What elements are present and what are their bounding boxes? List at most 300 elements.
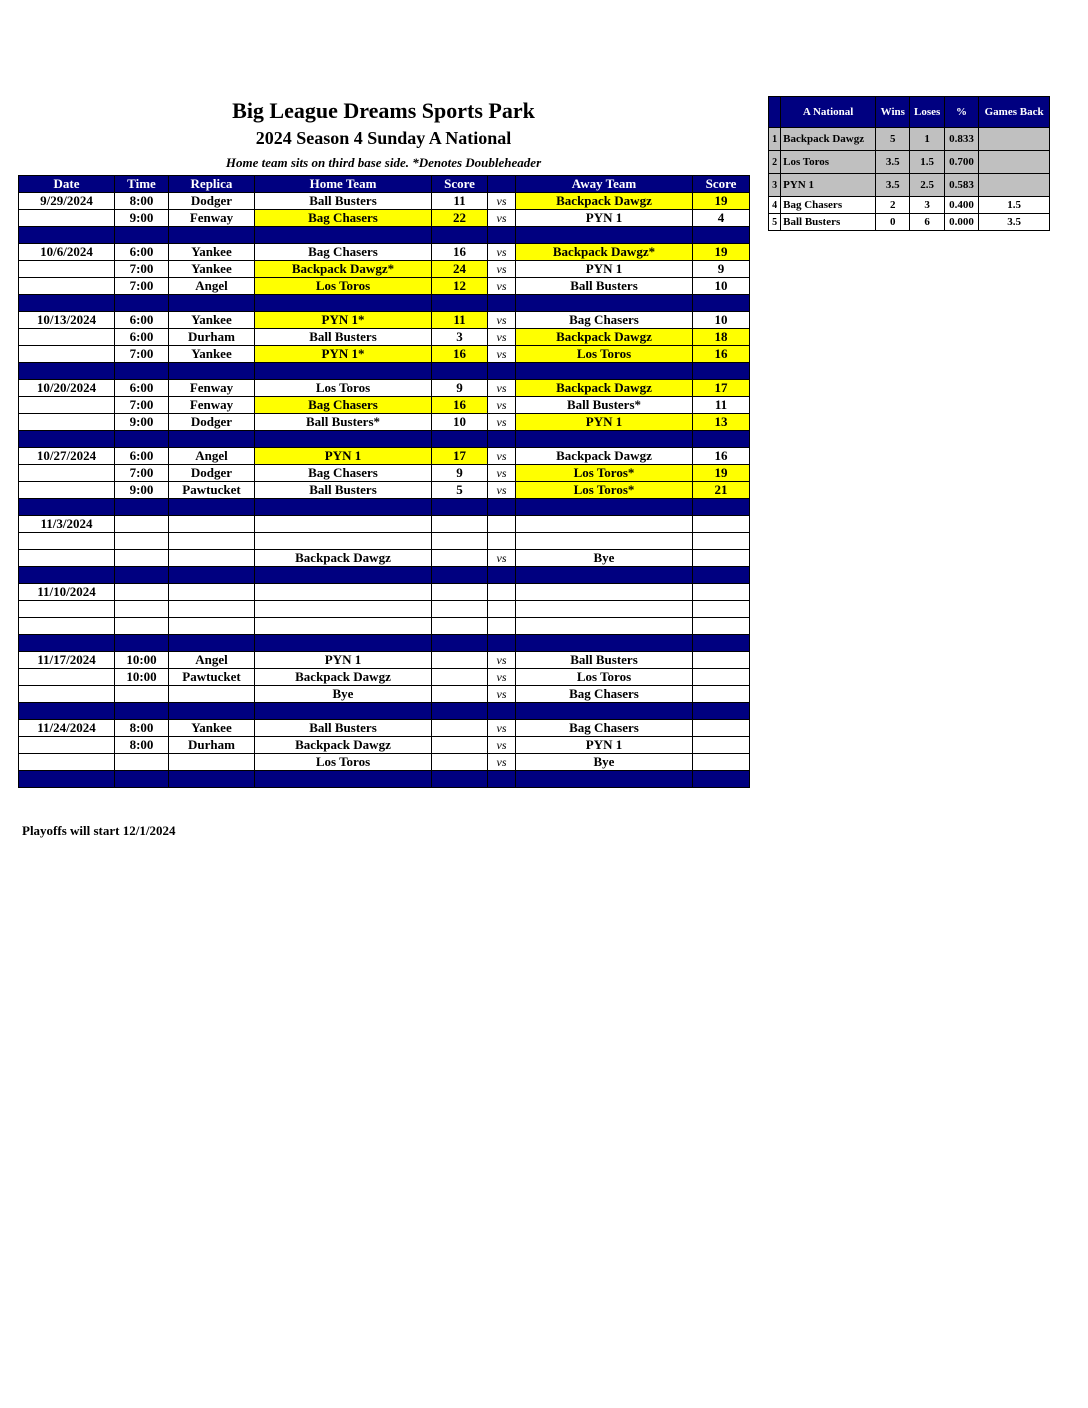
standings-wins: 2 bbox=[876, 197, 910, 214]
standings-wins: 0 bbox=[876, 214, 910, 231]
home-score bbox=[432, 720, 488, 737]
schedule-header-row bbox=[19, 176, 750, 193]
game-replica: Yankee bbox=[169, 720, 255, 737]
game-time: 6:00 bbox=[115, 312, 169, 329]
home-team bbox=[255, 584, 432, 601]
away-score: 11 bbox=[693, 397, 750, 414]
home-team: Backpack Dawgz* bbox=[255, 261, 432, 278]
standings-rank: 5 bbox=[769, 214, 781, 231]
vs-label bbox=[488, 533, 516, 550]
home-team: Backpack Dawgz bbox=[255, 550, 432, 567]
game-time: 8:00 bbox=[115, 720, 169, 737]
home-team bbox=[255, 533, 432, 550]
standings-wins: 3.5 bbox=[876, 151, 910, 174]
game-date: 11/3/2024 bbox=[19, 516, 115, 533]
game-date bbox=[19, 618, 115, 635]
game-date bbox=[19, 261, 115, 278]
game-replica: Fenway bbox=[169, 210, 255, 227]
col-vs bbox=[488, 176, 516, 193]
game-date: 10/13/2024 bbox=[19, 312, 115, 329]
game-time: 6:00 bbox=[115, 380, 169, 397]
separator-cell bbox=[169, 295, 255, 312]
away-score bbox=[693, 754, 750, 771]
vs-label: vs bbox=[488, 261, 516, 278]
standings-pct: 0.400 bbox=[944, 197, 978, 214]
home-score: 16 bbox=[432, 244, 488, 261]
home-team: Ball Busters* bbox=[255, 414, 432, 431]
home-team: PYN 1* bbox=[255, 346, 432, 363]
away-team bbox=[516, 584, 693, 601]
game-date: 10/20/2024 bbox=[19, 380, 115, 397]
home-team: Bag Chasers bbox=[255, 244, 432, 261]
separator-cell bbox=[19, 295, 115, 312]
away-team: Backpack Dawgz bbox=[516, 448, 693, 465]
week-separator bbox=[19, 635, 750, 652]
away-team bbox=[516, 618, 693, 635]
away-team bbox=[516, 516, 693, 533]
game-replica: Yankee bbox=[169, 312, 255, 329]
col-away-score: Score bbox=[693, 176, 750, 193]
game-time bbox=[115, 584, 169, 601]
game-row bbox=[19, 329, 750, 346]
home-team: PYN 1 bbox=[255, 652, 432, 669]
away-score: 16 bbox=[693, 346, 750, 363]
away-score: 4 bbox=[693, 210, 750, 227]
away-score bbox=[693, 669, 750, 686]
col-replica: Replica bbox=[169, 176, 255, 193]
separator-cell bbox=[488, 499, 516, 516]
away-team: Backpack Dawgz bbox=[516, 193, 693, 210]
separator-cell bbox=[516, 771, 693, 788]
standings-loses: 1.5 bbox=[910, 151, 944, 174]
standings-row bbox=[769, 151, 1050, 174]
game-row bbox=[19, 244, 750, 261]
standings-table bbox=[768, 96, 1050, 231]
col-date: Date bbox=[19, 176, 115, 193]
schedule-body bbox=[19, 193, 750, 788]
away-score bbox=[693, 601, 750, 618]
separator-cell bbox=[255, 703, 432, 720]
home-score: 16 bbox=[432, 397, 488, 414]
game-time bbox=[115, 618, 169, 635]
game-date bbox=[19, 550, 115, 567]
game-row bbox=[19, 669, 750, 686]
away-team: PYN 1 bbox=[516, 737, 693, 754]
home-team: Bye bbox=[255, 686, 432, 703]
game-row bbox=[19, 210, 750, 227]
away-score bbox=[693, 686, 750, 703]
away-team bbox=[516, 533, 693, 550]
standings-games-back: 3.5 bbox=[979, 214, 1050, 231]
home-score bbox=[432, 601, 488, 618]
standings-games-back: 1.5 bbox=[979, 197, 1050, 214]
game-row bbox=[19, 737, 750, 754]
game-row bbox=[19, 618, 750, 635]
home-team: Los Toros bbox=[255, 278, 432, 295]
week-separator bbox=[19, 771, 750, 788]
game-time: 7:00 bbox=[115, 397, 169, 414]
away-team: Los Toros bbox=[516, 669, 693, 686]
game-time bbox=[115, 516, 169, 533]
home-team: Bag Chasers bbox=[255, 210, 432, 227]
game-replica bbox=[169, 686, 255, 703]
vs-label: vs bbox=[488, 397, 516, 414]
vs-label: vs bbox=[488, 210, 516, 227]
game-row bbox=[19, 380, 750, 397]
separator-cell bbox=[115, 771, 169, 788]
standings-rank: 2 bbox=[769, 151, 781, 174]
game-date bbox=[19, 210, 115, 227]
standings-rank: 4 bbox=[769, 197, 781, 214]
away-score: 19 bbox=[693, 244, 750, 261]
standings-team: Bag Chasers bbox=[781, 197, 876, 214]
game-date bbox=[19, 754, 115, 771]
separator-cell bbox=[255, 635, 432, 652]
standings-col-pct: % bbox=[944, 97, 978, 128]
away-score bbox=[693, 720, 750, 737]
game-date bbox=[19, 669, 115, 686]
standings-pct: 0.000 bbox=[944, 214, 978, 231]
standings-team: Ball Busters bbox=[781, 214, 876, 231]
home-team: Backpack Dawgz bbox=[255, 737, 432, 754]
game-date: 10/27/2024 bbox=[19, 448, 115, 465]
game-time: 7:00 bbox=[115, 465, 169, 482]
standings-row bbox=[769, 174, 1050, 197]
game-replica: Durham bbox=[169, 329, 255, 346]
game-replica: Fenway bbox=[169, 380, 255, 397]
separator-cell bbox=[255, 499, 432, 516]
away-team: Bye bbox=[516, 550, 693, 567]
separator-cell bbox=[169, 771, 255, 788]
separator-cell bbox=[432, 635, 488, 652]
away-score: 17 bbox=[693, 380, 750, 397]
away-team: Bag Chasers bbox=[516, 686, 693, 703]
away-team: Backpack Dawgz* bbox=[516, 244, 693, 261]
separator-cell bbox=[169, 635, 255, 652]
standings-games-back bbox=[979, 151, 1050, 174]
home-score: 24 bbox=[432, 261, 488, 278]
home-score bbox=[432, 652, 488, 669]
separator-cell bbox=[115, 431, 169, 448]
game-time: 7:00 bbox=[115, 278, 169, 295]
col-away-team: Away Team bbox=[516, 176, 693, 193]
separator-cell bbox=[19, 771, 115, 788]
game-date bbox=[19, 482, 115, 499]
separator-cell bbox=[432, 771, 488, 788]
separator-cell bbox=[255, 567, 432, 584]
separator-cell bbox=[516, 227, 693, 244]
home-team: Los Toros bbox=[255, 380, 432, 397]
game-replica: Dodger bbox=[169, 414, 255, 431]
standings-col-wins: Wins bbox=[876, 97, 910, 128]
away-score bbox=[693, 737, 750, 754]
standings-team: PYN 1 bbox=[781, 174, 876, 197]
game-row bbox=[19, 482, 750, 499]
game-replica: Angel bbox=[169, 278, 255, 295]
separator-cell bbox=[488, 227, 516, 244]
game-row bbox=[19, 346, 750, 363]
game-time: 6:00 bbox=[115, 244, 169, 261]
separator-cell bbox=[169, 431, 255, 448]
separator-cell bbox=[516, 703, 693, 720]
separator-cell bbox=[693, 703, 750, 720]
game-replica bbox=[169, 754, 255, 771]
vs-label: vs bbox=[488, 737, 516, 754]
separator-cell bbox=[693, 635, 750, 652]
separator-cell bbox=[516, 635, 693, 652]
game-time: 8:00 bbox=[115, 193, 169, 210]
away-team: Los Toros bbox=[516, 346, 693, 363]
vs-label: vs bbox=[488, 278, 516, 295]
home-team: PYN 1 bbox=[255, 448, 432, 465]
vs-label: vs bbox=[488, 652, 516, 669]
standings-row bbox=[769, 197, 1050, 214]
game-row bbox=[19, 448, 750, 465]
game-time: 6:00 bbox=[115, 448, 169, 465]
header-note: Home team sits on third base side. *Denotes Doubleheader bbox=[225, 155, 542, 170]
game-time: 8:00 bbox=[115, 737, 169, 754]
separator-cell bbox=[432, 499, 488, 516]
separator-cell bbox=[516, 431, 693, 448]
vs-label: vs bbox=[488, 346, 516, 363]
vs-label: vs bbox=[488, 193, 516, 210]
home-score bbox=[432, 533, 488, 550]
game-date bbox=[19, 329, 115, 346]
away-score: 18 bbox=[693, 329, 750, 346]
away-score bbox=[693, 516, 750, 533]
standings-wins: 5 bbox=[876, 128, 910, 151]
home-team: Los Toros bbox=[255, 754, 432, 771]
home-score: 9 bbox=[432, 380, 488, 397]
vs-label: vs bbox=[488, 448, 516, 465]
game-row bbox=[19, 550, 750, 567]
game-time: 9:00 bbox=[115, 210, 169, 227]
game-time bbox=[115, 533, 169, 550]
game-time: 6:00 bbox=[115, 329, 169, 346]
vs-label: vs bbox=[488, 686, 516, 703]
away-team: PYN 1 bbox=[516, 414, 693, 431]
home-score bbox=[432, 618, 488, 635]
home-score bbox=[432, 550, 488, 567]
standings-col-rank bbox=[769, 97, 781, 128]
standings-games-back bbox=[979, 128, 1050, 151]
separator-cell bbox=[115, 567, 169, 584]
separator-cell bbox=[516, 295, 693, 312]
home-score bbox=[432, 754, 488, 771]
separator-cell bbox=[693, 771, 750, 788]
separator-cell bbox=[516, 499, 693, 516]
vs-label: vs bbox=[488, 550, 516, 567]
home-score: 17 bbox=[432, 448, 488, 465]
vs-label: vs bbox=[488, 244, 516, 261]
vs-label: vs bbox=[488, 380, 516, 397]
separator-cell bbox=[255, 227, 432, 244]
separator-cell bbox=[432, 567, 488, 584]
away-score bbox=[693, 652, 750, 669]
standings-team: Los Toros bbox=[781, 151, 876, 174]
standings-loses: 6 bbox=[910, 214, 944, 231]
home-score bbox=[432, 737, 488, 754]
vs-label bbox=[488, 601, 516, 618]
vs-label: vs bbox=[488, 414, 516, 431]
col-time: Time bbox=[115, 176, 169, 193]
col-home-team: Home Team bbox=[255, 176, 432, 193]
away-team: Bag Chasers bbox=[516, 720, 693, 737]
game-time: 7:00 bbox=[115, 261, 169, 278]
separator-cell bbox=[115, 703, 169, 720]
home-team: Ball Busters bbox=[255, 329, 432, 346]
away-team: Bye bbox=[516, 754, 693, 771]
home-team: Ball Busters bbox=[255, 482, 432, 499]
home-score: 12 bbox=[432, 278, 488, 295]
separator-cell bbox=[488, 431, 516, 448]
vs-label: vs bbox=[488, 312, 516, 329]
game-date bbox=[19, 278, 115, 295]
week-separator bbox=[19, 499, 750, 516]
separator-cell bbox=[115, 227, 169, 244]
home-score: 11 bbox=[432, 312, 488, 329]
game-date: 11/24/2024 bbox=[19, 720, 115, 737]
standings-col-loses: Loses bbox=[910, 97, 944, 128]
home-score: 11 bbox=[432, 193, 488, 210]
separator-cell bbox=[693, 431, 750, 448]
vs-label: vs bbox=[488, 482, 516, 499]
separator-cell bbox=[115, 499, 169, 516]
separator-cell bbox=[115, 635, 169, 652]
game-replica: Dodger bbox=[169, 193, 255, 210]
separator-cell bbox=[255, 771, 432, 788]
home-team: Bag Chasers bbox=[255, 465, 432, 482]
away-team: Backpack Dawgz bbox=[516, 329, 693, 346]
away-score bbox=[693, 550, 750, 567]
away-score: 10 bbox=[693, 312, 750, 329]
vs-label: vs bbox=[488, 720, 516, 737]
separator-cell bbox=[693, 295, 750, 312]
page-title: Big League Dreams Sports Park bbox=[232, 98, 535, 123]
standings-row bbox=[769, 128, 1050, 151]
home-score: 16 bbox=[432, 346, 488, 363]
game-time: 10:00 bbox=[115, 669, 169, 686]
standings-wins: 3.5 bbox=[876, 174, 910, 197]
game-date: 11/10/2024 bbox=[19, 584, 115, 601]
week-separator bbox=[19, 431, 750, 448]
home-team bbox=[255, 618, 432, 635]
game-row bbox=[19, 397, 750, 414]
home-team: Bag Chasers bbox=[255, 397, 432, 414]
game-date bbox=[19, 397, 115, 414]
standings-body bbox=[769, 128, 1050, 231]
game-row bbox=[19, 652, 750, 669]
game-date bbox=[19, 533, 115, 550]
game-row bbox=[19, 601, 750, 618]
game-date bbox=[19, 686, 115, 703]
standings-pct: 0.583 bbox=[944, 174, 978, 197]
game-replica: Pawtucket bbox=[169, 669, 255, 686]
away-score: 13 bbox=[693, 414, 750, 431]
home-team: Ball Busters bbox=[255, 193, 432, 210]
game-replica bbox=[169, 550, 255, 567]
separator-cell bbox=[432, 431, 488, 448]
game-time bbox=[115, 686, 169, 703]
game-row bbox=[19, 754, 750, 771]
home-score: 5 bbox=[432, 482, 488, 499]
standings-row bbox=[769, 214, 1050, 231]
separator-cell bbox=[115, 295, 169, 312]
home-score bbox=[432, 516, 488, 533]
away-team: Backpack Dawgz bbox=[516, 380, 693, 397]
separator-cell bbox=[432, 227, 488, 244]
game-date bbox=[19, 346, 115, 363]
vs-label: vs bbox=[488, 754, 516, 771]
col-home-score: Score bbox=[432, 176, 488, 193]
week-separator bbox=[19, 363, 750, 380]
separator-cell bbox=[516, 363, 693, 380]
game-row bbox=[19, 278, 750, 295]
separator-cell bbox=[19, 567, 115, 584]
separator-cell bbox=[516, 567, 693, 584]
vs-label: vs bbox=[488, 329, 516, 346]
separator-cell bbox=[19, 431, 115, 448]
game-row bbox=[19, 465, 750, 482]
away-score: 19 bbox=[693, 465, 750, 482]
game-row bbox=[19, 516, 750, 533]
standings-loses: 1 bbox=[910, 128, 944, 151]
away-score: 16 bbox=[693, 448, 750, 465]
separator-cell bbox=[488, 363, 516, 380]
away-team: Los Toros* bbox=[516, 482, 693, 499]
away-score: 21 bbox=[693, 482, 750, 499]
schedule-table bbox=[18, 175, 750, 788]
week-separator bbox=[19, 703, 750, 720]
separator-cell bbox=[693, 499, 750, 516]
game-replica bbox=[169, 601, 255, 618]
game-date bbox=[19, 414, 115, 431]
standings-pct: 0.700 bbox=[944, 151, 978, 174]
standings-team: Backpack Dawgz bbox=[781, 128, 876, 151]
game-replica: Angel bbox=[169, 448, 255, 465]
separator-cell bbox=[488, 635, 516, 652]
separator-cell bbox=[169, 499, 255, 516]
separator-cell bbox=[169, 703, 255, 720]
separator-cell bbox=[115, 363, 169, 380]
standings-pct: 0.833 bbox=[944, 128, 978, 151]
separator-cell bbox=[19, 499, 115, 516]
away-score bbox=[693, 618, 750, 635]
page-subtitle: 2024 Season 4 Sunday A National bbox=[255, 128, 512, 148]
standings-rank: 1 bbox=[769, 128, 781, 151]
game-replica bbox=[169, 584, 255, 601]
game-replica: Angel bbox=[169, 652, 255, 669]
home-score: 10 bbox=[432, 414, 488, 431]
away-team: Los Toros* bbox=[516, 465, 693, 482]
separator-cell bbox=[169, 363, 255, 380]
game-replica: Durham bbox=[169, 737, 255, 754]
separator-cell bbox=[19, 635, 115, 652]
away-score: 9 bbox=[693, 261, 750, 278]
separator-cell bbox=[169, 227, 255, 244]
separator-cell bbox=[255, 363, 432, 380]
game-row bbox=[19, 312, 750, 329]
separator-cell bbox=[169, 567, 255, 584]
separator-cell bbox=[488, 295, 516, 312]
game-replica: Yankee bbox=[169, 244, 255, 261]
game-date bbox=[19, 737, 115, 754]
game-row bbox=[19, 720, 750, 737]
game-date: 11/17/2024 bbox=[19, 652, 115, 669]
away-team: Ball Busters bbox=[516, 278, 693, 295]
game-replica: Dodger bbox=[169, 465, 255, 482]
standings-header-row bbox=[769, 97, 1050, 128]
